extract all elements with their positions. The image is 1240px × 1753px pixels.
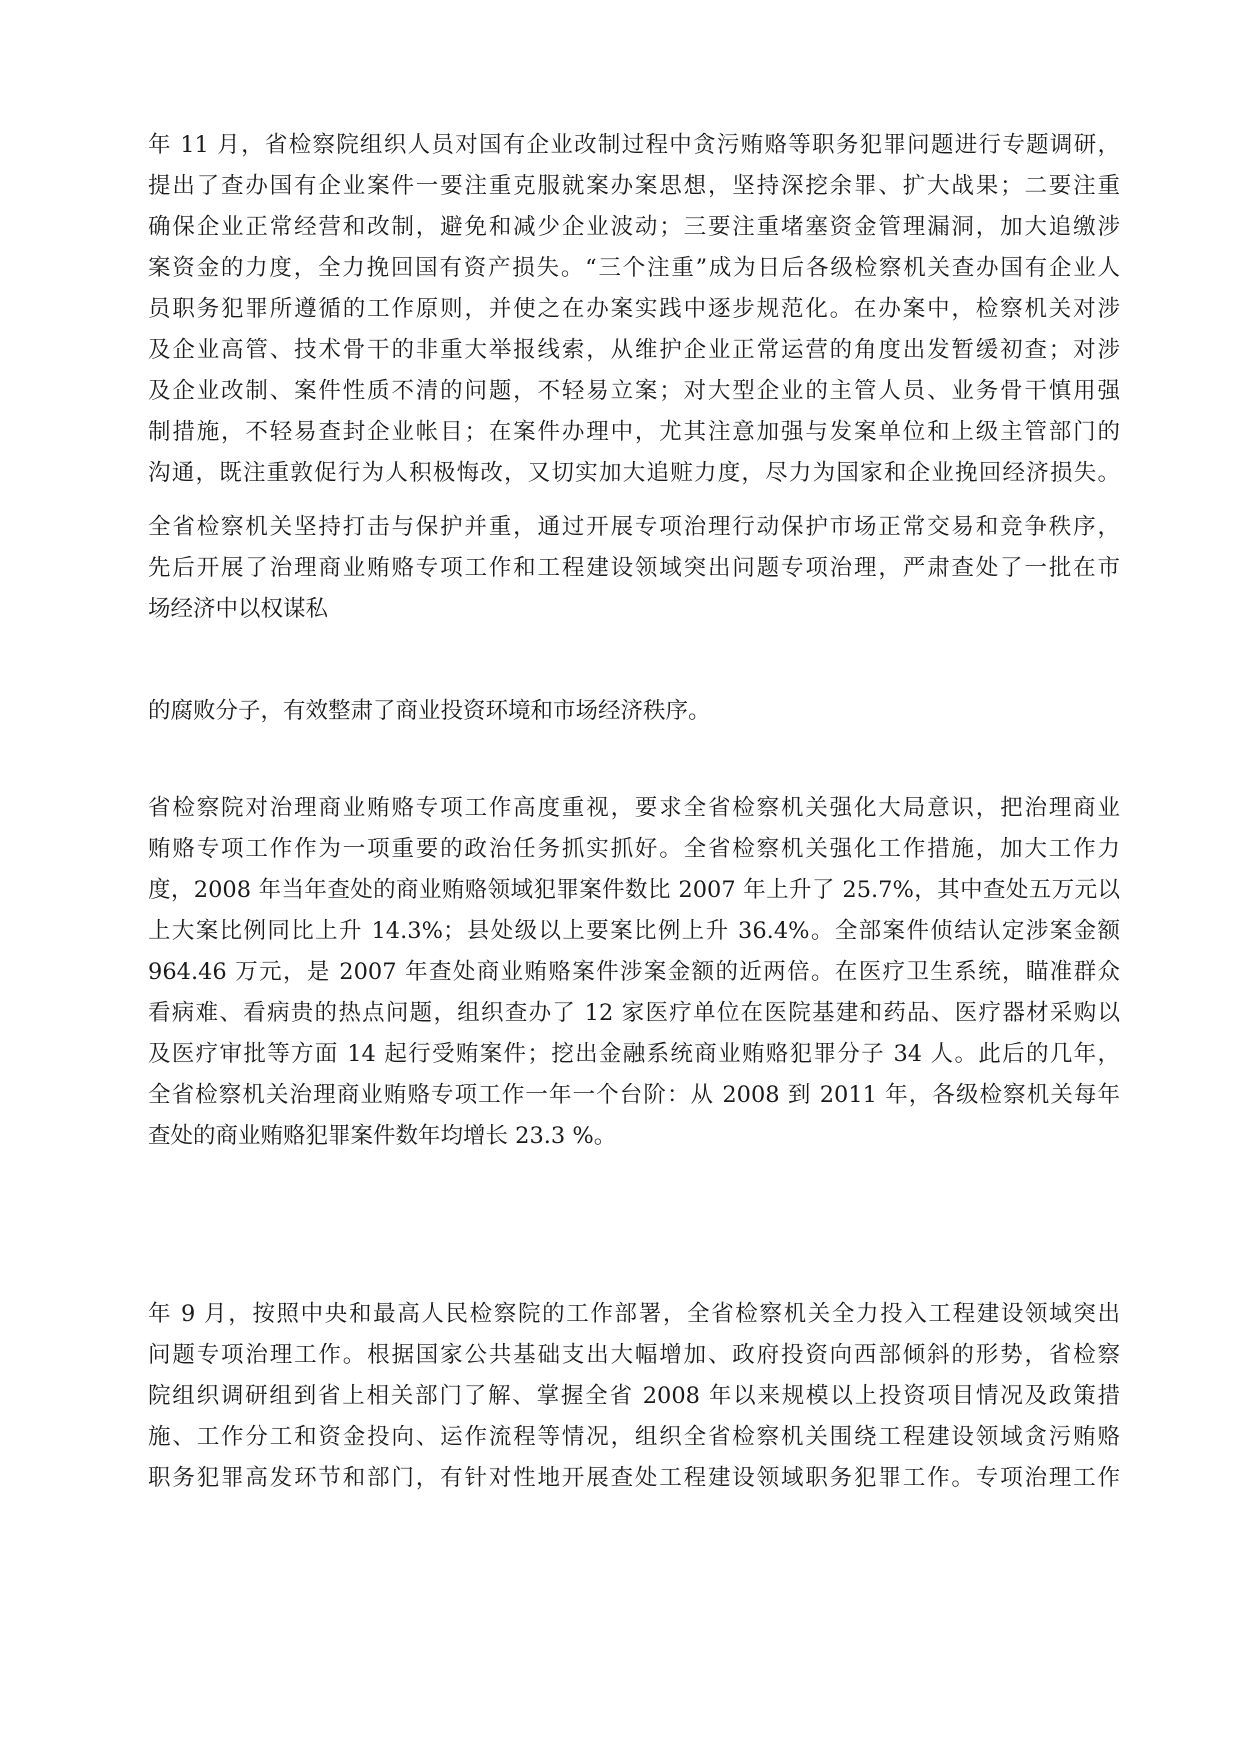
text-line: 院组织调研组到省上相关部门了解、掌握全省 2008 年以来规模以上投资项目情况及政策措	[148, 1383, 1120, 1409]
paragraph-engineering-construction	[148, 1294, 1120, 1499]
paragraph-soe-reform-research	[148, 125, 1120, 494]
text-line: 场经济中以权谋私	[148, 596, 329, 622]
text-line: 案资金的力度，全力挽回国有资产损失。“三个注重”成为日后各级检察机关查办国有企业人	[148, 255, 1120, 281]
text-line: 看病难、看病贵的热点问题，组织查办了 12 家医疗单位在医院基建和药品、医疗器材采购以	[148, 1000, 1120, 1026]
text-line: 施、工作分工和资金投向、运作流程等情况，组织全省检察机关围绕工程建设领域贪污贿赂	[148, 1424, 1120, 1450]
text-line: 提出了查办国有企业案件一要注重克服就案办案思想，坚持深挖余罪、扩大战果；二要注重	[148, 173, 1120, 199]
text-line: 职务犯罪高发环节和部门，有针对性地开展查处工程建设领域职务犯罪工作。专项治理工作	[148, 1465, 1120, 1491]
text-line: 沟通，既注重敦促行为人积极悔改，又切实加大追赃力度，尽力为国家和企业挽回经济损失。	[148, 460, 1120, 486]
text-line: 年 11 月，省检察院组织人员对国有企业改制过程中贪污贿赂等职务犯罪问题进行专题调研，	[148, 132, 1120, 158]
text-line: 上大案比例同比上升 14.3%；县处级以上要案比例上升 36.4%。全部案件侦结认定涉案金额	[148, 918, 1120, 944]
text-line: 年 9 月，按照中央和最高人民检察院的工作部署，全省检察机关全力投入工程建设领域突出	[148, 1301, 1120, 1327]
paragraph-commercial-bribery	[148, 788, 1120, 1157]
text-line: 制措施，不轻易查封企业帐目；在案件办理中，尤其注意加强与发案单位和上级主管部门的	[148, 419, 1120, 445]
paragraph-continuation	[148, 691, 1120, 732]
text-line: 确保企业正常经营和改制，避免和减少企业波动；三要注重堵塞资金管理漏洞，加大追缴涉	[148, 214, 1120, 240]
text-line: 省检察院对治理商业贿赂专项工作高度重视，要求全省检察机关强化大局意识，把治理商业	[148, 795, 1120, 821]
paragraph-market-order-protection	[148, 507, 1120, 630]
text-line: 贿赂专项工作作为一项重要的政治任务抓实抓好。全省检察机关强化工作措施，加大工作力	[148, 836, 1120, 862]
text-line: 及企业改制、案件性质不清的问题，不轻易立案；对大型企业的主管人员、业务骨干慎用强	[148, 378, 1120, 404]
text-line: 度，2008 年当年查处的商业贿赂领域犯罪案件数比 2007 年上升了 25.7%，其中查处五万元以	[148, 877, 1120, 903]
text-line: 及医疗审批等方面 14 起行受贿案件；挖出金融系统商业贿赂犯罪分子 34 人。此后的几年，	[148, 1041, 1120, 1067]
text-line: 问题专项治理工作。根据国家公共基础支出大幅增加、政府投资向西部倾斜的形势，省检察	[148, 1342, 1120, 1368]
text-line: 964.46 万元，是 2007 年查处商业贿赂案件涉案金额的近两倍。在医疗卫生系统，瞄准群众	[148, 959, 1120, 985]
text-line: 全省检察机关治理商业贿赂专项工作一年一个台阶：从 2008 到 2011 年，各级检察机关每年	[148, 1082, 1120, 1108]
text-line: 员职务犯罪所遵循的工作原则，并使之在办案实践中逐步规范化。在办案中，检察机关对涉	[148, 296, 1120, 322]
text-line: 的腐败分子，有效整肃了商业投资环境和市场经济秩序。	[148, 698, 711, 724]
text-line: 及企业高管、技术骨干的非重大举报线索，从维护企业正常运营的角度出发暂缓初查；对涉	[148, 337, 1120, 363]
text-line: 查处的商业贿赂犯罪案件数年均增长 23.3 %。	[148, 1123, 617, 1149]
text-line: 先后开展了治理商业贿赂专项工作和工程建设领域突出问题专项治理，严肃查处了一批在市	[148, 555, 1120, 581]
text-line: 全省检察机关坚持打击与保护并重，通过开展专项治理行动保护市场正常交易和竞争秩序，	[148, 514, 1120, 540]
